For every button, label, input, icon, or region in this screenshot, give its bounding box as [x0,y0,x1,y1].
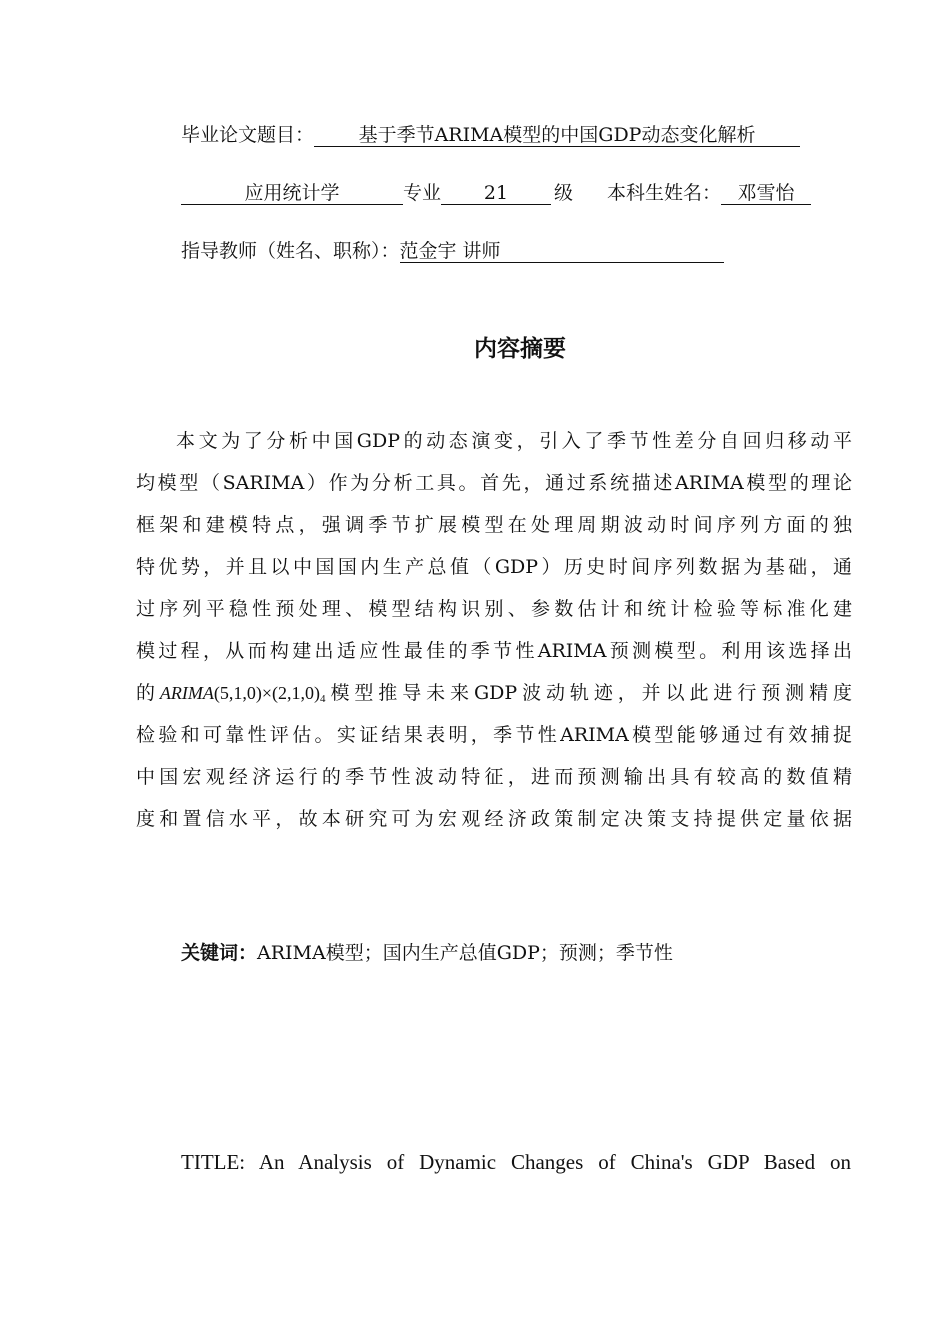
keywords-text: ARIMA模型；国内生产总值GDP；预测；季节性 [257,942,673,964]
major-value: 应用统计学 [181,182,403,205]
abstract-line: 模过程，从而构建出适应性最佳的季节性ARIMA预测模型。利用该选择出 [136,640,852,662]
keywords-row [181,938,673,965]
abstract-formula-line [136,672,852,714]
abstract-line: 度和置信水平，故本研究可为宏观经济政策制定决策支持提供定量依据 [136,808,852,830]
grade-label: 级 [554,182,574,204]
abstract-line: 检验和可靠性评估。实证结果表明，季节性ARIMA模型能够通过有效捕捉 [136,724,852,746]
grade-value: 21 [441,182,551,205]
student-name-label: 本科生姓名： [607,182,722,204]
advisor-row [181,236,724,263]
formula-suffix: 模型推导未来GDP波动轨迹，并以此进行预测精度 [325,682,852,704]
abstract-line: 中国宏观经济运行的季节性波动特征，进而预测输出具有较高的数值精 [136,766,852,788]
abstract-body [136,420,852,840]
abstract-heading: 内容摘要 [474,336,566,362]
abstract-line: 过序列平稳性预处理、模型结构识别、参数估计和统计检验等标准化建 [136,598,852,620]
student-info-row [181,178,811,205]
abstract-line: 框架和建模特点，强调季节扩展模型在处理周期波动时间序列方面的独 [136,514,852,536]
formula-args: (5,1,0)×(2,1,0) [213,683,321,703]
advisor-label: 指导教师（姓名、职称）： [181,240,400,262]
abstract-line: 均模型（SARIMA）作为分析工具。首先，通过系统描述ARIMA模型的理论 [136,472,852,494]
formula-name: ARIMA [159,683,214,703]
formula-subscript: 4 [320,693,326,705]
arima-formula [160,683,326,703]
thesis-title-row [181,120,800,147]
formula-prefix: 的 [136,682,160,704]
student-name-value: 邓雪怡 [721,182,811,205]
major-label: 专业 [403,182,442,204]
keywords-label: 关键词： [181,942,258,964]
abstract-line: 特优势，并且以中国国内生产总值（GDP）历史时间序列数据为基础，通 [136,556,852,578]
english-title-line: TITLE: An Analysis of Dynamic Changes of China's GDP Based on [181,1150,851,1174]
thesis-title-label: 毕业论文题目： [181,124,315,146]
abstract-line: 本文为了分析中国GDP的动态演变，引入了季节性差分自回归移动平 [176,430,852,452]
advisor-value: 范金宇 讲师 [400,240,724,263]
thesis-title-value: 基于季节ARIMA模型的中国GDP动态变化解析 [314,124,800,147]
